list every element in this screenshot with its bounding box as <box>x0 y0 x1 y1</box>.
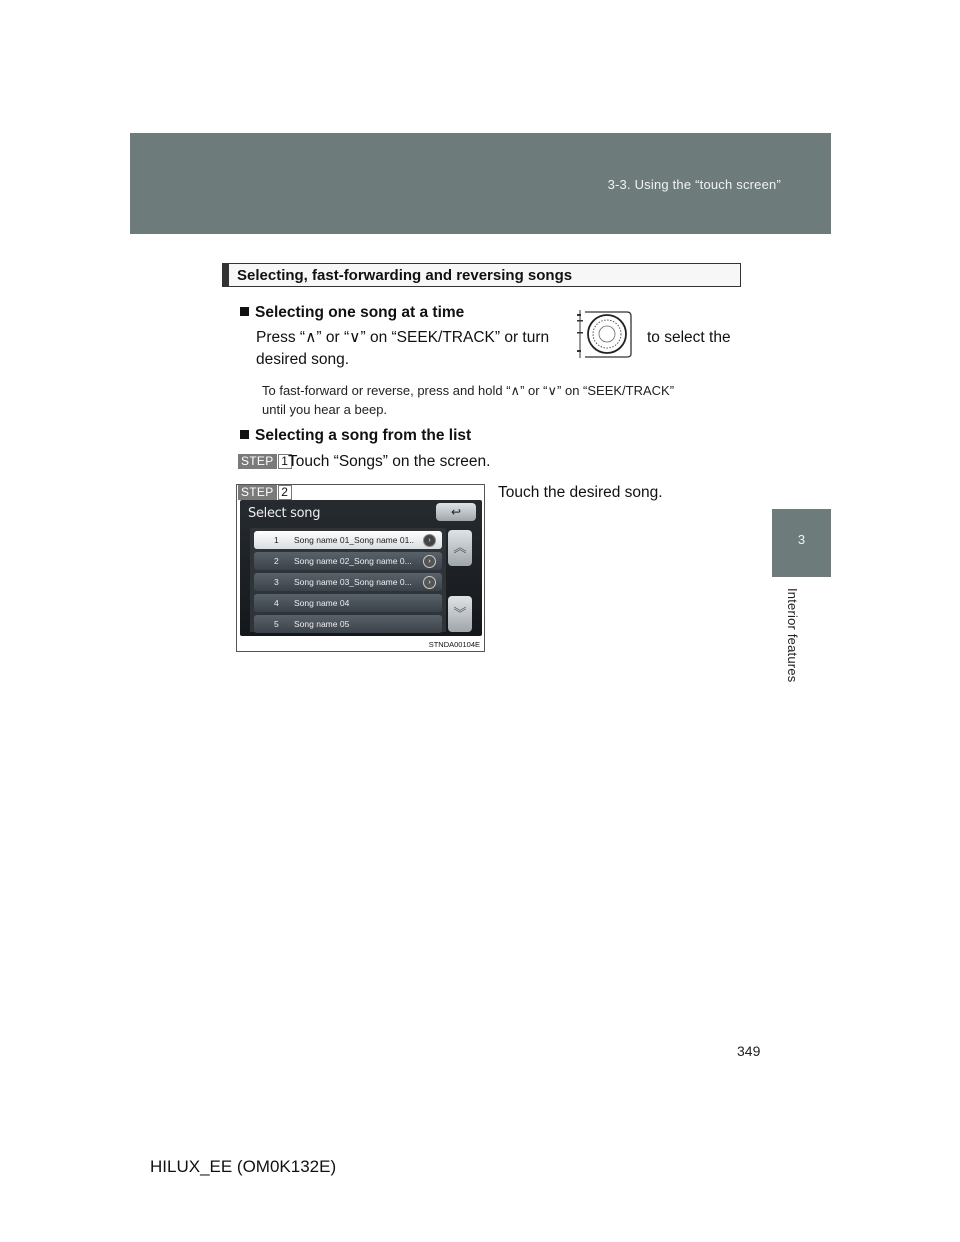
chevron-right-icon[interactable]: › <box>423 555 436 568</box>
select-song-figure <box>236 484 485 652</box>
song-name: Song name 03_Song name 0... <box>294 577 412 587</box>
back-button[interactable] <box>436 503 476 521</box>
step-number: 1 <box>278 454 292 469</box>
scroll-down-button[interactable] <box>448 596 472 632</box>
model-code: HILUX_EE (OM0K132E) <box>150 1157 337 1176</box>
song-name: Song name 02_Song name 0... <box>294 556 412 566</box>
step-2-badge <box>238 485 292 500</box>
chapter-section-title: 3-3. Using the “touch screen” <box>607 177 781 192</box>
instruction-line-2: desired song. <box>256 351 350 368</box>
step-1-badge <box>238 454 292 469</box>
song-index: 2 <box>274 556 279 566</box>
chevron-right-icon[interactable]: › <box>423 534 436 547</box>
subsection-heading-1 <box>240 304 464 322</box>
tune-knob-icon <box>577 310 632 358</box>
subsection-heading-2-text: Selecting a song from the list <box>255 427 472 444</box>
song-list <box>250 528 446 632</box>
chapter-label: Interior features <box>785 588 800 683</box>
song-row[interactable] <box>254 552 442 570</box>
song-row[interactable] <box>254 615 442 633</box>
step-label: STEP <box>238 454 277 469</box>
song-name: Song name 05 <box>294 619 350 629</box>
song-row[interactable] <box>254 573 442 591</box>
step-2-text: Touch the desired song. <box>498 484 663 501</box>
subsection-heading-1-text: Selecting one song at a time <box>255 304 465 321</box>
instruction-line-1a: Press “∧” or “∨” on “SEEK/TRACK” or turn <box>256 329 550 346</box>
page-number: 349 <box>737 1043 761 1059</box>
song-index: 1 <box>274 535 279 545</box>
screen-title: Select song <box>248 506 321 521</box>
bullet-square-icon <box>240 307 249 316</box>
song-index: 5 <box>274 619 279 629</box>
bullet-square-icon <box>240 430 249 439</box>
song-row[interactable] <box>254 531 442 549</box>
note-line-1: To fast-forward or reverse, press and hold “∧” or “∨” on “SEEK/TRACK” <box>262 383 675 398</box>
double-chevron-down-icon: ︾ <box>453 606 467 621</box>
return-arrow-icon: ↩ <box>450 505 462 519</box>
instruction-line-1b: to select the <box>647 329 731 346</box>
section-header <box>222 263 741 287</box>
subsection-heading-2 <box>240 427 471 445</box>
scroll-up-button[interactable] <box>448 530 472 566</box>
section-title: Selecting, fast-forwarding and reversing songs <box>237 267 573 284</box>
touch-screen <box>240 500 482 636</box>
note-line-2: until you hear a beep. <box>262 402 388 417</box>
chapter-number: 3 <box>797 532 806 547</box>
step-label: STEP <box>238 485 277 500</box>
chapter-tab <box>772 509 831 577</box>
double-chevron-up-icon: ︽ <box>453 540 467 555</box>
step-1-text: Touch “Songs” on the screen. <box>288 453 491 470</box>
song-index: 3 <box>274 577 279 587</box>
song-name: Song name 04 <box>294 598 350 608</box>
song-name: Song name 01_Song name 01.. <box>294 535 415 545</box>
chevron-right-icon[interactable]: › <box>423 576 436 589</box>
song-index: 4 <box>274 598 279 608</box>
header-band <box>130 133 831 234</box>
figure-code: STNDA00104E <box>428 640 480 649</box>
section-header-bar <box>223 264 229 286</box>
step-number: 2 <box>278 485 292 500</box>
song-row[interactable] <box>254 594 442 612</box>
